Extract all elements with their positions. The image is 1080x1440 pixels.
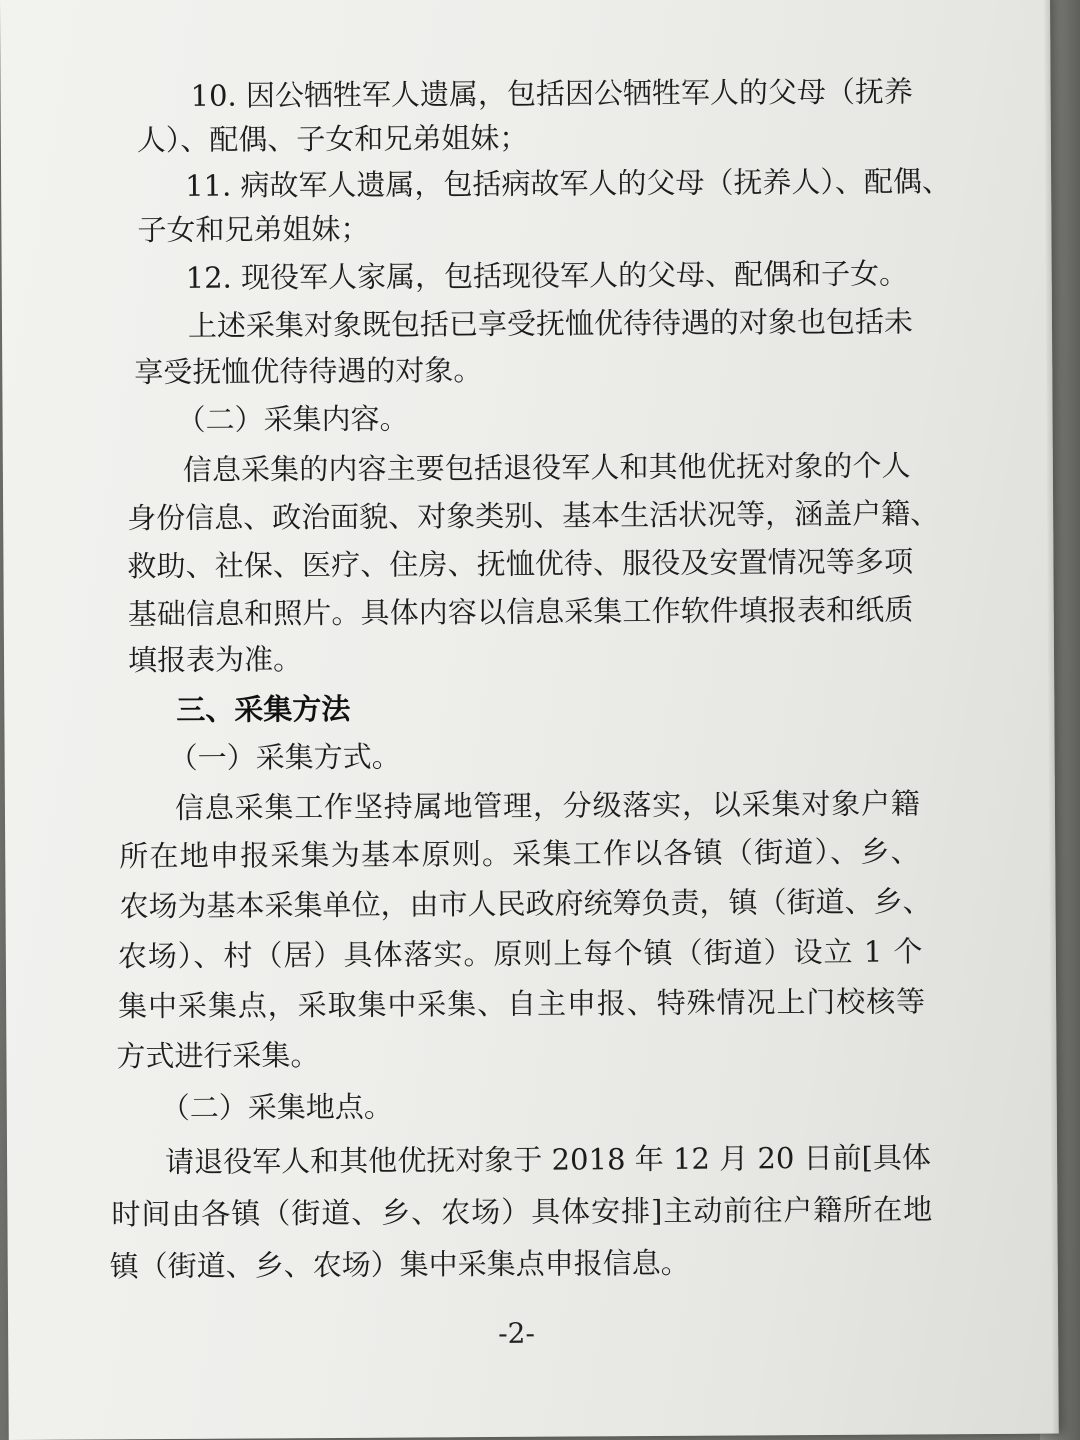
section-subheading: （一）采集方式。 [168,739,401,775]
page-number: -2- [498,1316,536,1350]
body-line: 时间由各镇（街道、乡、农场）具体安排]主动前往户籍所在地 [111,1192,934,1232]
body-line: 信息采集的内容主要包括退役军人和其他优抚对象的个人 [182,448,911,487]
body-line: 身份信息、政治面貌、对象类别、基本生活状况等，涵盖户籍、 [127,496,940,536]
body-line: 救助、社保、医疗、住房、抚恤优待、服役及安置情况等多项 [127,544,914,584]
body-line: 镇（街道、乡、农场）集中采集点申报信息。 [109,1245,690,1284]
body-line: 12. 现役军人家属，包括现役军人的父母、配偶和子女。 [185,256,909,295]
body-line: 享受抚恤优待待遇的对象。 [134,353,483,390]
body-line: 上述采集对象既包括已享受抚恤优待待遇的对象也包括未 [187,304,914,343]
section-subheading: （二）采集内容。 [176,401,409,437]
body-line: 请退役军人和其他优抚对象于 2018 年 12 月 20 日前[具体 [164,1140,932,1180]
body-line: 基础信息和照片。具体内容以信息采集工作软件填报表和纸质 [127,592,914,632]
body-line: 方式进行采集。 [116,1038,320,1074]
body-line: 10. 因公牺牲军人遗属，包括因公牺牲军人的父母（抚养 [190,74,914,113]
body-line: 农场为基本采集单位，由市人民政府统筹负责，镇（街道、乡、 [119,884,932,924]
body-line: 子女和兄弟姐妹； [137,211,370,248]
section-subheading: （二）采集地点。 [160,1089,393,1126]
body-line: 所在地申报采集为基本原则。采集工作以各镇（街道）、乡、 [119,834,922,874]
body-line: 11. 病故军人遗属，包括病故军人的父母（抚养人）、配偶、 [185,164,952,203]
body-line: 农场）、村（居）具体落实。原则上每个镇（街道）设立 1 个 [117,934,924,974]
body-line: 集中采集点，采取集中采集、自主申报、特殊情况上门校核等 [118,984,927,1024]
body-line: 信息采集工作坚持属地管理，分级落实，以采集对象户籍 [174,786,921,825]
body-line: 填报表为准。 [127,642,303,678]
section-heading: 三、采集方法 [176,691,351,727]
body-line: 人）、配偶、子女和兄弟姐妹； [136,120,529,158]
